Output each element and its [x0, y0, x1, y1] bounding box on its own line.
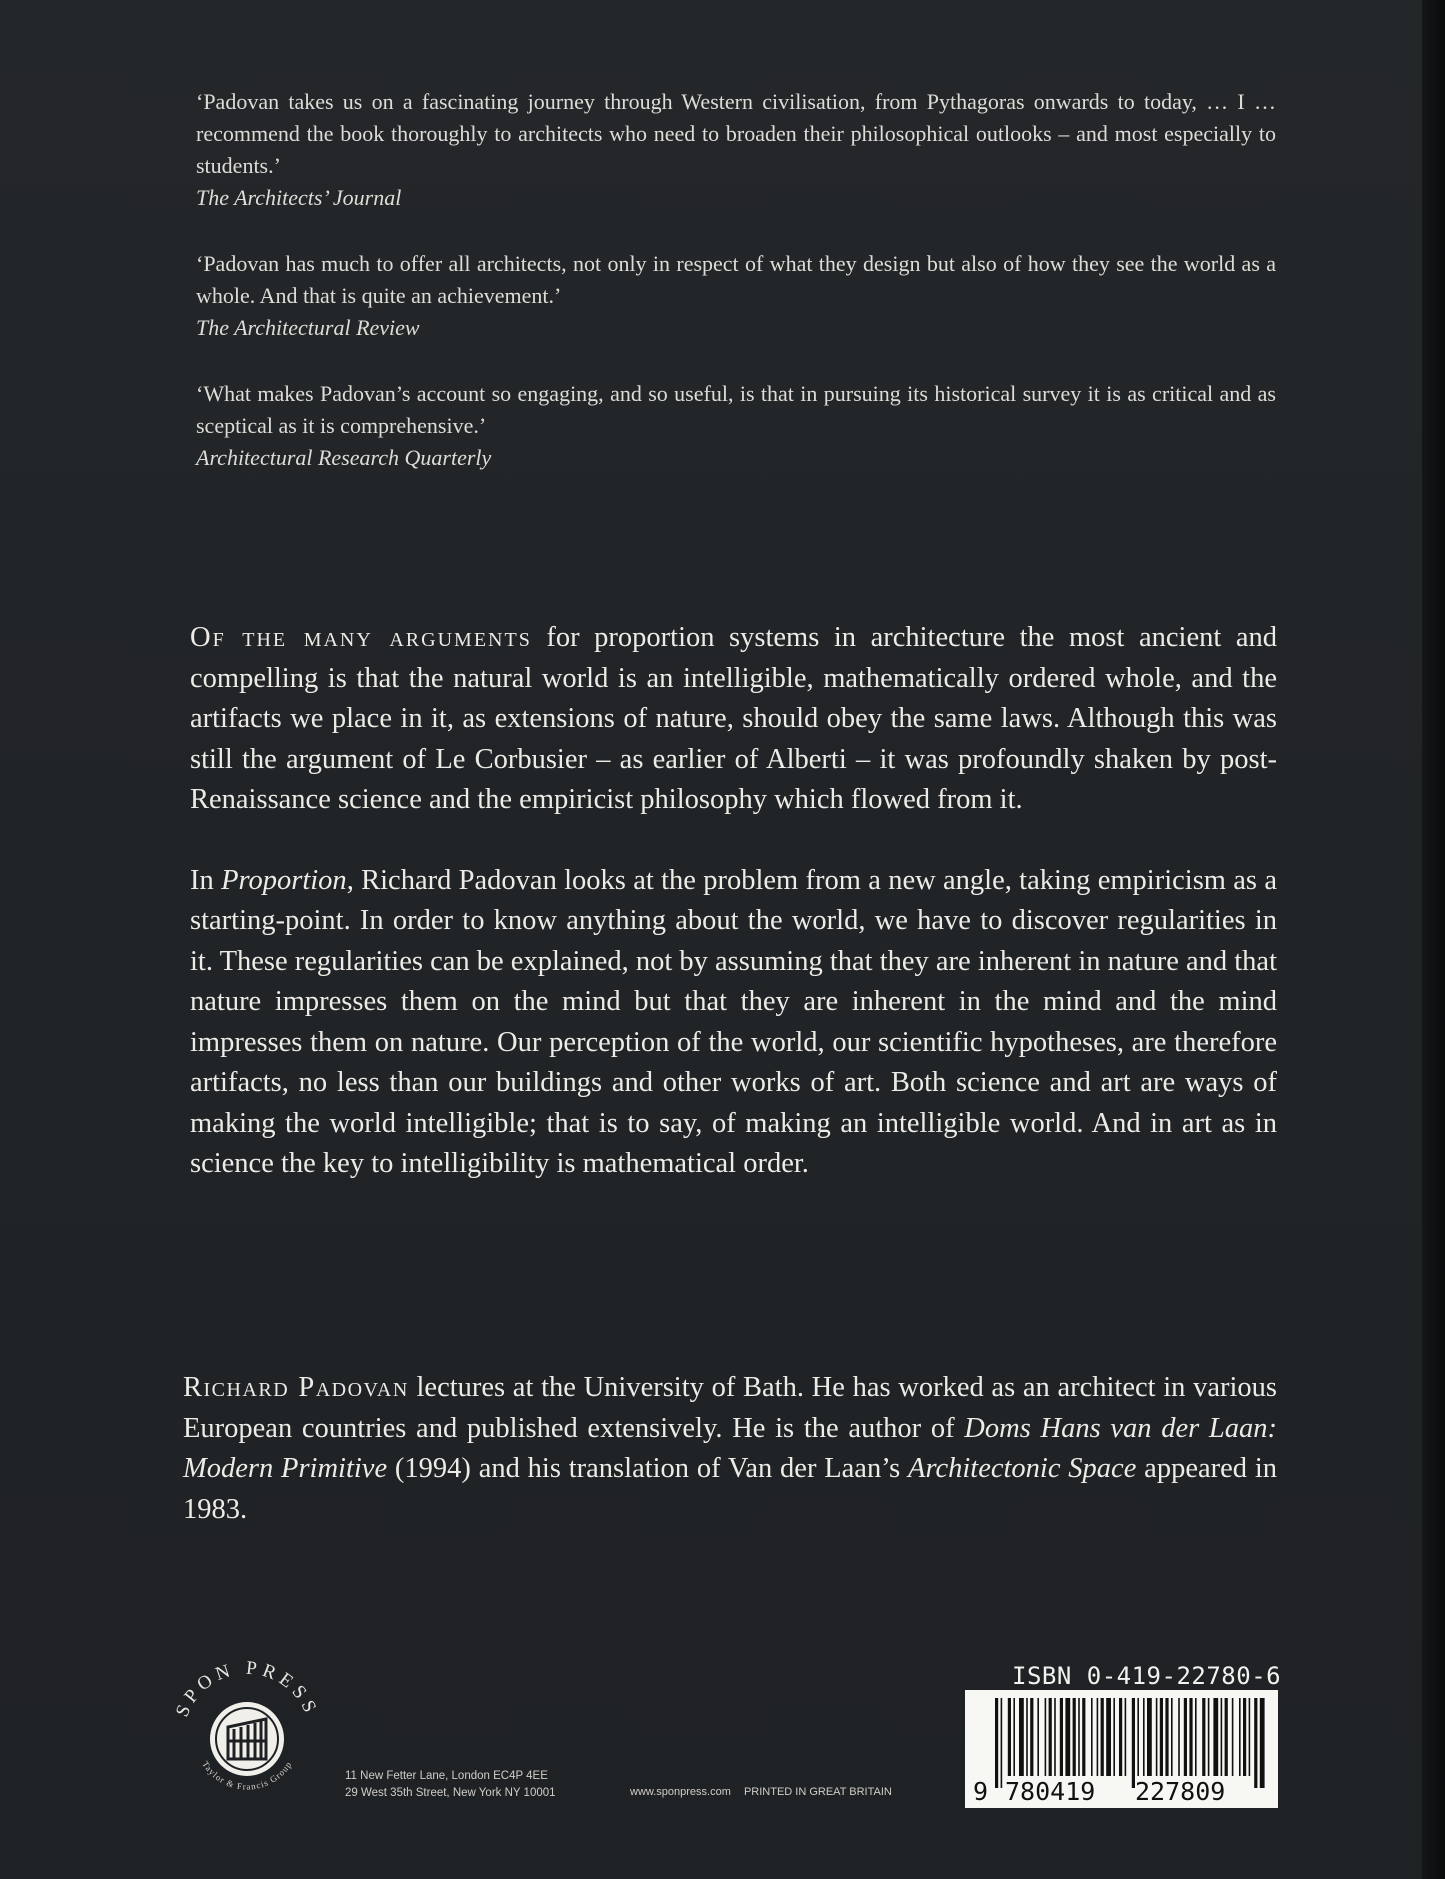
quote-source: The Architectural Review: [196, 315, 420, 340]
paragraph-text: , Richard Padovan looks at the problem from a new angle, taking empiricism as a starting-point. In order to know anything about the world, we have to discover regularities in it. These regularities can be explained, not by assuming that they are inherent in nature and that nature impresses them on the mind but that they are inherent in the mind and the mind impresses them on nature. Our perception of the world, our scientific hypotheses, are therefore artifacts, no less than our buildings and other works of art. Both science and art are ways of making the world intelligible; that is to say, of making an intelligible world. And in art as in science the key to intelligibility is mathematical order.: [190, 864, 1277, 1179]
lead-in-small-caps: Of the many arguments: [190, 622, 532, 653]
address-line: 29 West 35th Street, New York NY 10001: [345, 1787, 556, 1799]
website: www.sponpress.com: [630, 1786, 731, 1798]
review-quote: [196, 378, 1276, 474]
printed-in: PRINTED IN GREAT BRITAIN: [743, 1786, 892, 1798]
author-bio: [183, 1368, 1277, 1530]
author-name: Richard Padovan: [183, 1372, 409, 1403]
book-title-italic: Proportion: [221, 864, 347, 896]
bio-text: lectures at the University of Bath. He has worked as an architect in various European countries and published extensively. He is the author of: [183, 1372, 1277, 1444]
barcode-digits-left: 780419: [1005, 1777, 1096, 1806]
publisher-address: [345, 1768, 556, 1802]
bio-text: appeared in 1983.: [183, 1453, 1277, 1525]
quote-text: ‘Padovan has much to offer all architects, not only in respect of what they design but also of how they see the world as a whole. And that is quite an achievement.’: [196, 251, 1276, 308]
quote-source: Architectural Research Quarterly: [196, 445, 492, 470]
review-quote: [196, 86, 1276, 214]
book-title-italic: Architectonic Space: [908, 1453, 1137, 1484]
paragraph-text: In: [190, 864, 222, 896]
logo-bottom-text: Taylor & Francis Group: [200, 1759, 294, 1792]
review-quotes: [196, 86, 1276, 508]
address-line: 11 New Fetter Lane, London EC4P 4EE: [345, 1770, 548, 1782]
building-icon: [228, 1719, 266, 1759]
quote-source: The Architects’ Journal: [196, 185, 402, 210]
quote-text: ‘What makes Padovan’s account so engaging, and so useful, is that in pursuing its historical survey it is as critical and as sceptical as it is comprehensive.’: [196, 381, 1276, 438]
book-edge: [1422, 0, 1445, 1879]
barcode: [965, 1690, 1278, 1808]
barcode-digits-right: 227809: [1135, 1777, 1226, 1806]
paragraph-text: for proportion systems in architecture the most ancient and compelling is that the natural world is an intelligible, mathematically ordered whole, and the artifacts we place in it, as extensions of nature, should obey the same laws. Although this was still the argument of Le Corbusier – as earlier of Alberti – it was profoundly shaken by post-Renaissance science and the empiricist philosophy which flowed from it.: [190, 622, 1277, 815]
spon-press-logo: [168, 1655, 326, 1813]
isbn-label: ISBN 0-419-22780-6: [1012, 1662, 1282, 1690]
review-quote: [196, 248, 1276, 344]
quote-text: ‘Padovan takes us on a fascinating journey through Western civilisation, from Pythagoras onwards to today, … I … recommend the book thoroughly to architects who need to broaden their philosophical outlooks – and most especially to students.’: [196, 89, 1276, 178]
publisher-footer: [630, 1786, 902, 1798]
logo-top-text: SPON PRESS: [171, 1657, 323, 1721]
book-title-italic: Doms Hans van der Laan: Modern Primitive: [183, 1412, 1277, 1484]
description-paragraph-2: [190, 861, 1277, 1185]
bio-paragraph: [183, 1368, 1277, 1530]
barcode-graphic: [965, 1690, 1278, 1808]
barcode-digit-first: 9: [973, 1777, 989, 1806]
bio-text: (1994) and his translation of Van der Laan’s: [387, 1453, 909, 1484]
description-paragraph-1: [190, 618, 1277, 821]
book-description: [190, 618, 1277, 1225]
